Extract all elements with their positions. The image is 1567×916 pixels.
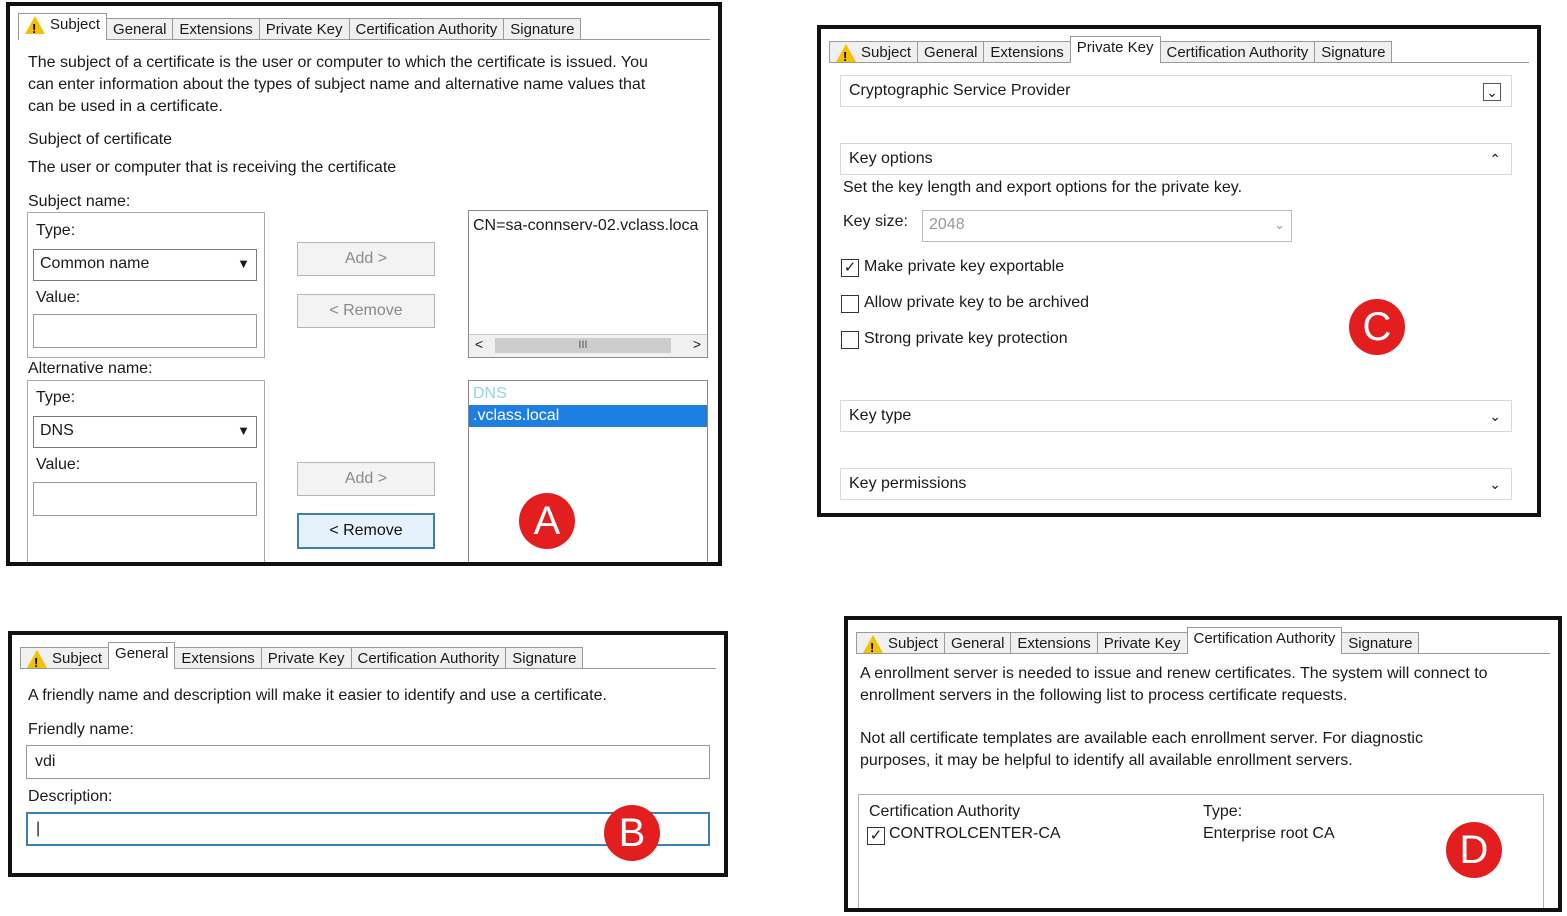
chevron-down-icon[interactable]: ⌄ — [1483, 83, 1501, 101]
chevron-up-icon: ⌃ — [1489, 151, 1501, 167]
warning-icon — [863, 635, 883, 653]
tab-extensions[interactable]: Extensions — [983, 41, 1070, 63]
panel-b-general-tab — [8, 631, 728, 877]
tab-certification-authority[interactable]: Certification Authority — [1160, 41, 1316, 63]
tab-strip — [18, 14, 580, 40]
chevron-down-icon: ▼ — [237, 423, 250, 438]
archived-label: Allow private key to be archived — [864, 294, 1089, 311]
tab-label: Subject — [888, 634, 939, 652]
warning-icon — [836, 44, 856, 62]
ca-list — [858, 794, 1544, 912]
tab-extensions[interactable]: Extensions — [172, 18, 259, 40]
alt-list-header: DNS — [473, 385, 507, 402]
friendly-name-label: Friendly name: — [28, 721, 134, 738]
csp-label: Cryptographic Service Provider — [849, 82, 1071, 99]
ca-column-header: Certification Authority — [869, 803, 1021, 820]
tab-divider — [18, 39, 710, 40]
remove-alt-button[interactable]: < Remove — [297, 513, 435, 549]
warning-icon — [27, 650, 47, 668]
tab-certification-authority[interactable]: Certification Authority — [349, 18, 505, 40]
tab-general[interactable]: General — [944, 632, 1011, 654]
ca-note-line-1: Not all certificate templates are available each enrollment server. For diagnostic — [860, 730, 1423, 747]
scroll-right-icon[interactable]: > — [692, 336, 701, 352]
subject-type-value: Common name — [40, 255, 150, 272]
scroll-thumb[interactable]: III — [495, 338, 671, 353]
tab-signature[interactable]: Signature — [503, 18, 581, 40]
chevron-down-icon: ▼ — [237, 256, 250, 271]
strong-protection-label: Strong private key protection — [864, 330, 1068, 347]
label-badge-c: C — [1349, 299, 1405, 355]
tab-private-key[interactable]: Private Key — [259, 18, 350, 40]
exportable-checkbox[interactable]: ✓ — [841, 259, 859, 277]
key-size-select[interactable] — [922, 210, 1292, 242]
tab-certification-authority[interactable]: Certification Authority — [351, 647, 507, 669]
subject-name-label: Subject name: — [28, 193, 131, 210]
key-size-label: Key size: — [843, 213, 908, 230]
tab-divider — [829, 62, 1529, 63]
key-options-label: Key options — [849, 150, 933, 167]
general-intro: A friendly name and description will make it easier to identify and use a certificate. — [28, 687, 607, 704]
ca-checkbox[interactable]: ✓ — [867, 827, 885, 845]
panel-c-private-key-tab — [817, 25, 1541, 517]
tab-general[interactable]: General — [108, 642, 175, 669]
intro-line-1: The subject of a certificate is the user or computer to which the certificate is issued. You — [28, 54, 648, 71]
alt-value-input[interactable] — [33, 482, 257, 516]
add-subject-button[interactable]: Add > — [297, 242, 435, 276]
warning-icon — [25, 16, 45, 34]
subject-list[interactable] — [468, 210, 708, 358]
alt-type-value: DNS — [40, 422, 74, 439]
tab-label: Subject — [52, 649, 103, 667]
csp-section-header[interactable] — [840, 75, 1512, 107]
subject-type-select[interactable] — [33, 249, 257, 281]
add-alt-button[interactable]: Add > — [297, 462, 435, 496]
ca-name[interactable]: CONTROLCENTER-CA — [889, 825, 1061, 842]
subject-value-input[interactable] — [33, 314, 257, 348]
archived-checkbox[interactable] — [841, 295, 859, 313]
tab-subject[interactable] — [856, 632, 945, 654]
tab-subject[interactable] — [829, 41, 918, 63]
panel-a-subject-tab — [6, 2, 722, 566]
key-options-section-header[interactable] — [840, 143, 1512, 175]
tab-extensions[interactable]: Extensions — [1010, 632, 1097, 654]
key-type-label: Key type — [849, 407, 912, 424]
tab-subject[interactable] — [20, 647, 109, 669]
chevron-down-icon: ⌄ — [1489, 476, 1501, 492]
key-permissions-label: Key permissions — [849, 475, 967, 492]
tab-signature[interactable]: Signature — [1341, 632, 1419, 654]
intro-line-3: can be used in a certificate. — [28, 98, 223, 115]
chevron-down-icon: ⌄ — [1274, 217, 1285, 232]
key-options-description: Set the key length and export options for the private key. — [843, 179, 1243, 196]
tab-certification-authority[interactable]: Certification Authority — [1187, 627, 1343, 654]
strong-protection-checkbox[interactable] — [841, 331, 859, 349]
tab-label: Subject — [861, 43, 912, 61]
tab-subject[interactable] — [18, 13, 107, 40]
ca-intro-line-1: A enrollment server is needed to issue and renew certificates. The system will connect to — [860, 665, 1488, 682]
tab-private-key[interactable]: Private Key — [1097, 632, 1188, 654]
scroll-left-icon[interactable]: < — [475, 336, 484, 352]
tab-strip — [829, 37, 1391, 63]
ca-type: Enterprise root CA — [1203, 825, 1335, 842]
tab-private-key[interactable]: Private Key — [261, 647, 352, 669]
tab-strip — [856, 628, 1418, 654]
remove-subject-button[interactable]: < Remove — [297, 294, 435, 328]
tab-private-key[interactable]: Private Key — [1070, 36, 1161, 63]
subject-subheading: The user or computer that is receiving the certificate — [28, 159, 397, 176]
key-type-section-header[interactable] — [840, 400, 1512, 432]
alt-type-select[interactable] — [33, 416, 257, 448]
type-column-header: Type: — [1203, 803, 1243, 820]
subject-heading: Subject of certificate — [28, 131, 173, 148]
subject-list-item[interactable]: CN=sa-connserv-02.vclass.loca — [473, 217, 699, 234]
intro-line-2: can enter information about the types of subject name and alternative name values that — [28, 76, 646, 93]
ca-note-line-2: purposes, it may be helpful to identify all available enrollment servers. — [860, 752, 1353, 769]
alt-type-label: Type: — [36, 389, 76, 406]
friendly-name-value: vdi — [35, 753, 56, 770]
tab-extensions[interactable]: Extensions — [174, 647, 261, 669]
alternative-name-label: Alternative name: — [28, 360, 153, 377]
type-label: Type: — [36, 222, 76, 239]
chevron-down-icon: ⌄ — [1489, 408, 1501, 424]
tab-label: Subject — [50, 16, 101, 33]
key-permissions-section-header[interactable] — [840, 468, 1512, 500]
description-label: Description: — [28, 788, 113, 805]
label-badge-d: D — [1446, 822, 1502, 878]
tab-general[interactable]: General — [917, 41, 984, 63]
tab-signature[interactable]: Signature — [1314, 41, 1392, 63]
label-badge-a: A — [519, 493, 575, 549]
alt-value-label: Value: — [36, 456, 81, 473]
value-label: Value: — [36, 289, 81, 306]
exportable-label: Make private key exportable — [864, 258, 1065, 275]
alt-list-item-selected[interactable]: .vclass.local — [469, 405, 707, 427]
key-size-value: 2048 — [929, 216, 965, 233]
text-cursor: | — [36, 820, 41, 837]
horizontal-scrollbar[interactable] — [469, 334, 707, 357]
tab-strip — [20, 643, 582, 669]
ca-intro-line-2: enrollment servers in the following list to process certificate requests. — [860, 687, 1348, 704]
tab-general[interactable]: General — [106, 18, 173, 40]
alternative-name-list[interactable] — [468, 380, 708, 566]
tab-signature[interactable]: Signature — [505, 647, 583, 669]
panel-d-certification-authority-tab — [844, 616, 1562, 912]
friendly-name-input[interactable] — [26, 745, 710, 779]
label-badge-b: B — [604, 805, 660, 861]
